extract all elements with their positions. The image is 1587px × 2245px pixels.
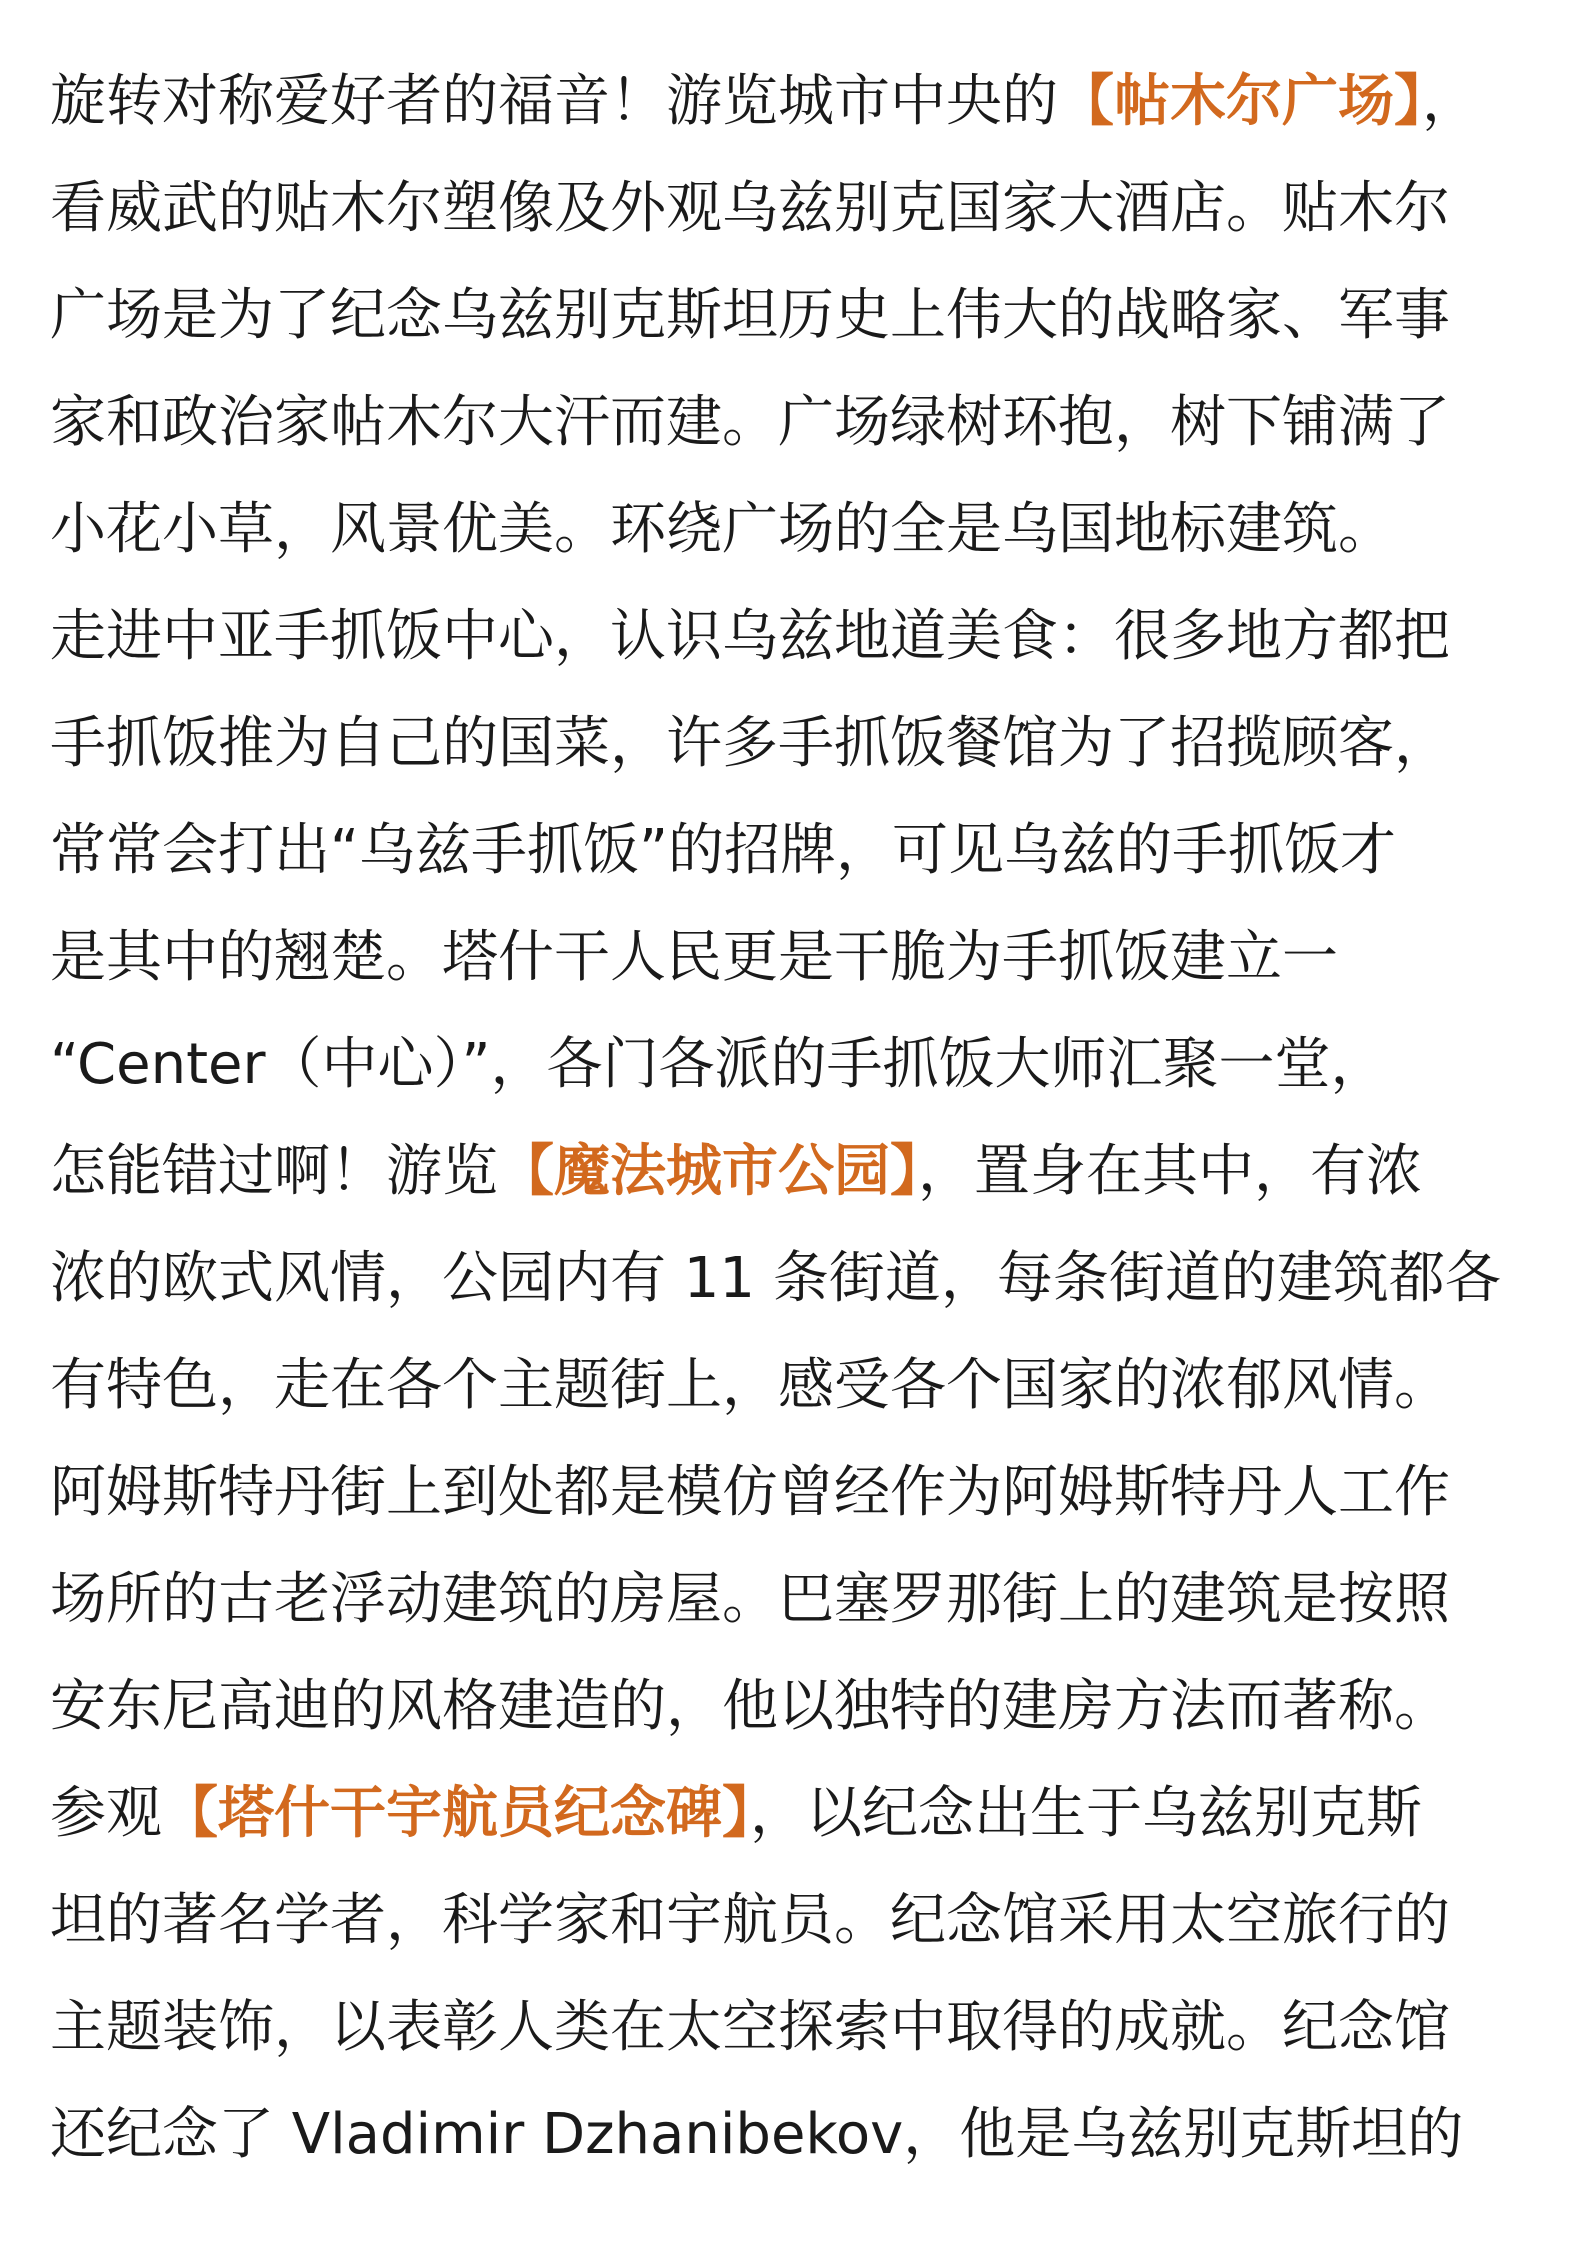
text-line: [50, 1118, 1550, 1225]
text-line: [50, 1653, 1550, 1760]
text-line: [50, 1974, 1550, 2081]
text-segment: 还纪念了 Vladimir Dzhanibekov，他是乌兹别克斯坦的: [50, 2102, 1464, 2167]
text-line: [50, 1225, 1550, 1332]
text-line: [50, 369, 1550, 476]
text-line: [50, 262, 1550, 369]
text-line: [50, 1439, 1550, 1546]
text-line: [50, 476, 1550, 583]
text-line: [50, 2081, 1550, 2188]
text-line: [50, 1867, 1550, 1974]
text-segment: 坦的著名学者，科学家和宇航员。纪念馆采用太空旅行的: [50, 1888, 1450, 1953]
text-segment: 有特色，走在各个主题街上，感受各个国家的浓郁风情。: [50, 1353, 1450, 1418]
text-line: [50, 1332, 1550, 1439]
text-segment: 安东尼高迪的风格建造的，他以独特的建房方法而著称。: [50, 1674, 1450, 1739]
text-segment: 手抓饭推为自己的国菜，许多手抓饭餐馆为了招揽顾客，: [50, 711, 1450, 776]
text-line: [50, 48, 1550, 155]
text-line: [50, 690, 1550, 797]
text-line: [50, 155, 1550, 262]
text-segment: 是其中的翘楚。塔什干人民更是干脆为手抓饭建立一: [50, 925, 1338, 990]
highlighted-place-name: 【塔什干宇航员纪念碑】: [162, 1781, 750, 1846]
text-segment: 旋转对称爱好者的福音！游览城市中央的: [50, 69, 1058, 134]
text-line: [50, 1011, 1550, 1118]
text-segment: 常常会打出“乌兹手抓饭”的招牌，可见乌兹的手抓饭才: [50, 818, 1397, 883]
text-line: [50, 1546, 1550, 1653]
text-segment: 家和政治家帖木尔大汗而建。广场绿树环抱，树下铺满了: [50, 390, 1450, 455]
text-line: [50, 797, 1550, 904]
text-segment: 场所的古老浮动建筑的房屋。巴塞罗那街上的建筑是按照: [50, 1567, 1450, 1632]
text-segment: 小花小草，风景优美。环绕广场的全是乌国地标建筑。: [50, 497, 1394, 562]
text-segment: 参观: [50, 1781, 162, 1846]
text-line: [50, 1760, 1550, 1867]
text-segment: 走进中亚手抓饭中心，认识乌兹地道美食：很多地方都把: [50, 604, 1450, 669]
text-segment: 怎能错过啊！游览: [50, 1139, 498, 1204]
text-segment: “Center（中心）”，各门各派的手抓饭大师汇聚一堂，: [50, 1032, 1387, 1097]
text-line: [50, 904, 1550, 1011]
highlighted-place-name: 【魔法城市公园】: [498, 1139, 918, 1204]
article-body: [50, 48, 1550, 2188]
text-segment: 广场是为了纪念乌兹别克斯坦历史上伟大的战略家、军事: [50, 283, 1450, 348]
text-line: [50, 583, 1550, 690]
paragraph: [50, 48, 1550, 2188]
text-segment: 浓的欧式风情，公园内有 11 条街道，每条街道的建筑都各: [50, 1246, 1501, 1311]
text-segment: ，以纪念出生于乌兹别克斯: [750, 1781, 1422, 1846]
text-segment: ，: [1422, 69, 1478, 134]
text-segment: 看威武的贴木尔塑像及外观乌兹别克国家大酒店。贴木尔: [50, 176, 1450, 241]
text-segment: ，置身在其中，有浓: [918, 1139, 1422, 1204]
text-segment: 阿姆斯特丹街上到处都是模仿曾经作为阿姆斯特丹人工作: [50, 1460, 1450, 1525]
text-segment: 主题装饰，以表彰人类在太空探索中取得的成就。纪念馆: [50, 1995, 1450, 2060]
highlighted-place-name: 【帖木尔广场】: [1058, 69, 1422, 134]
